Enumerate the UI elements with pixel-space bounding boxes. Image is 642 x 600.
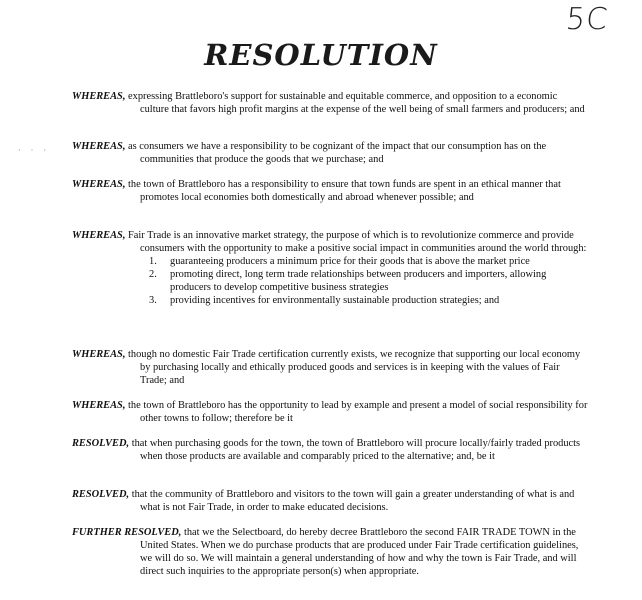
clause-keyword: WHEREAS,	[72, 230, 126, 241]
clause-keyword: WHEREAS,	[72, 141, 126, 152]
list-item	[72, 256, 588, 269]
clause-5	[72, 349, 588, 388]
clause-keyword: WHEREAS,	[72, 400, 126, 411]
handwritten-page-number: 5C	[564, 2, 610, 37]
list-item	[72, 295, 588, 308]
list-text: guaranteeing producers a minimum price for their goods that is above the market price	[170, 255, 530, 267]
list-text: providing incentives for environmentally sustainable production strategies; and	[170, 294, 500, 306]
clause-3	[72, 179, 588, 205]
list-number: 3.	[149, 294, 157, 306]
list-text: promoting direct, long term trade relationships between producers and importers, allowing producers to develop competitive business strategies	[170, 268, 547, 293]
clause-keyword: WHEREAS,	[72, 91, 126, 102]
list-number: 1.	[149, 255, 157, 267]
scan-mark: · · ·	[18, 146, 50, 155]
list-item	[72, 269, 588, 295]
clause-text: as consumers we have a responsibility to be cognizant of the impact that our consumption has on the communities that produce the goods that we purchase; and	[128, 141, 547, 165]
clause-text: that we the Selectboard, do hereby decree Brattleboro the second FAIR TRADE TOWN in the United States. When we do purchase products that are produced under Fair Trade certification guidelines, we will do so. We will maintain a general understanding of how and why the town is Fair Trade, and will direct such inquiries to the appropriate person(s) when appropriate.	[140, 527, 579, 577]
clause-keyword: WHEREAS,	[72, 349, 126, 360]
clause-7	[72, 438, 588, 464]
clause-text: Fair Trade is an innovative market strategy, the purpose of which is to revolutionize commerce and provide consumers with the opportunity to make a positive social impact in communities around the world through:	[128, 230, 587, 254]
clause-keyword: RESOLVED,	[72, 489, 130, 500]
clause-6	[72, 400, 588, 426]
clause-2	[72, 141, 588, 167]
clause-text: the town of Brattleboro has a responsibility to ensure that town funds are spent in an ethical manner that promotes local economies both domestically and abroad whenever possible; and	[128, 179, 561, 203]
clause-keyword: WHEREAS,	[72, 179, 126, 190]
clause-8	[72, 489, 588, 515]
clause-4	[72, 230, 588, 307]
clause-text: that when purchasing goods for the town, the town of Brattleboro will procure locally/fairly traded products when those products are available and comparably priced to the alternative; and, be it	[131, 438, 581, 462]
clause-keyword: FURTHER RESOLVED,	[72, 527, 182, 538]
clause-text: expressing Brattleboro's support for sustainable and equitable commerce, and opposition to a economic culture that favors high profit margins at the expense of the well being of small farmers and producers; and	[128, 91, 585, 115]
clause-text: though no domestic Fair Trade certification currently exists, we recognize that supporting our local economy by purchasing locally and ethically produced goods and services is in keeping with the values of Fair Trade; and	[128, 349, 581, 386]
clause-keyword: RESOLVED,	[72, 438, 130, 449]
clause-text: the town of Brattleboro has the opportunity to lead by example and present a model of social responsibility for other towns to follow; therefore be it	[128, 400, 588, 424]
clause-text: that the community of Brattleboro and visitors to the town will gain a greater understanding of what is and what is not Fair Trade, in order to make educated decisions.	[131, 489, 575, 513]
page-title: RESOLUTION	[204, 38, 438, 72]
list-number: 2.	[149, 268, 157, 280]
clause-1	[72, 91, 588, 117]
fair-trade-list	[72, 256, 588, 308]
clause-9	[72, 527, 588, 579]
